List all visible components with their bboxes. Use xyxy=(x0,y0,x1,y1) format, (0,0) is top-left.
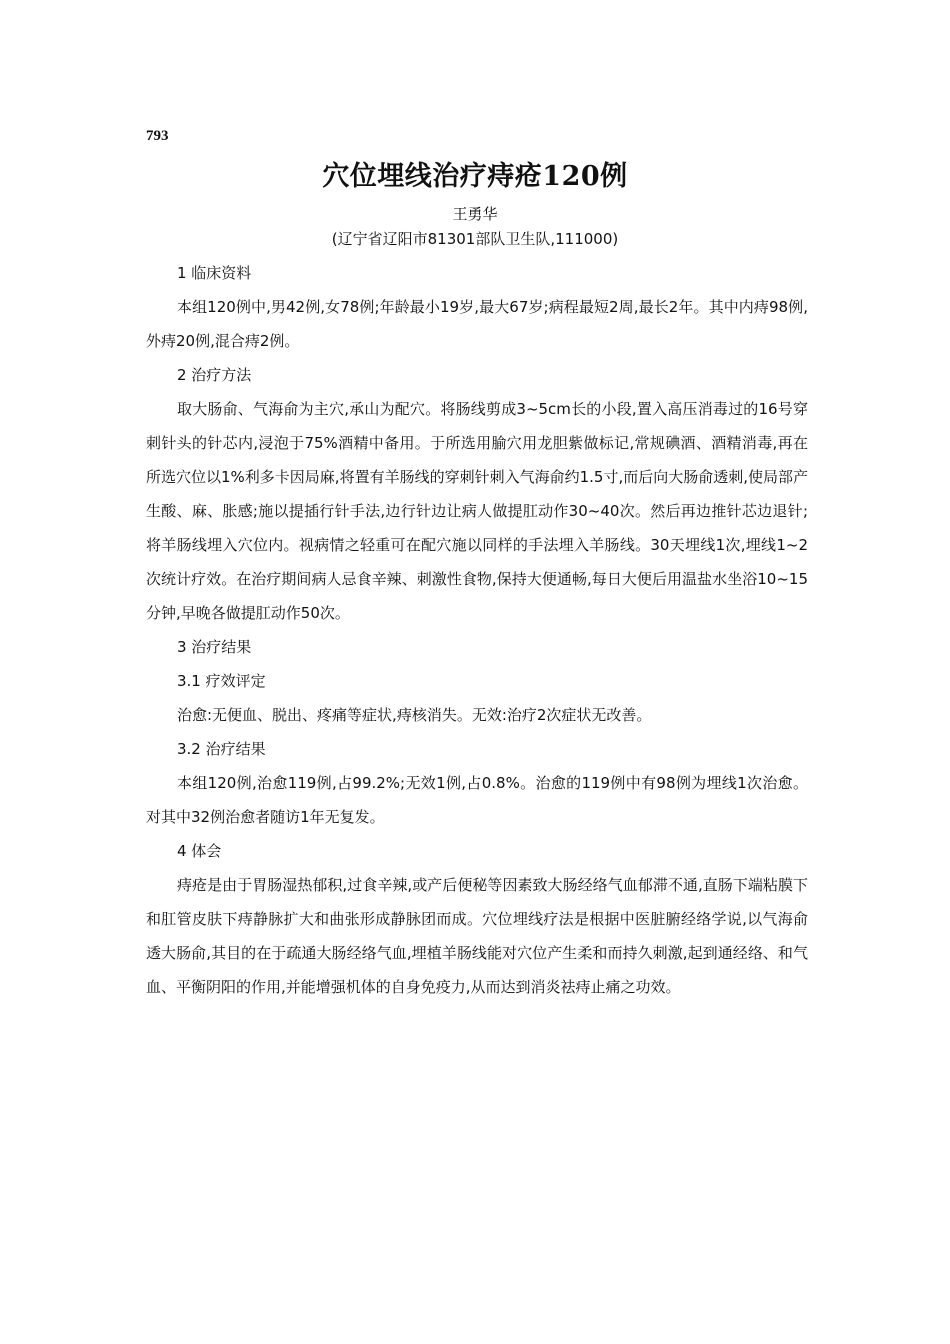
article-body xyxy=(146,256,808,1004)
subsection-heading-results: 3.2 治疗结果 xyxy=(177,740,266,758)
section-heading-treatment-results: 3 治疗结果 xyxy=(177,638,252,656)
paragraph-efficacy-criteria: 治愈:无便血、脱出、疼痛等症状,痔核消失。无效:治疗2次症状无改善。 xyxy=(177,706,652,724)
article-title: 穴位埋线治疗痔疮120例 xyxy=(322,161,628,192)
section-heading-treatment-method: 2 治疗方法 xyxy=(177,366,252,384)
section-heading-discussion: 4 体会 xyxy=(177,842,222,860)
paragraph-treatment-method: 取大肠俞、气海俞为主穴,承山为配穴。将肠线剪成3~5cm长的小段,置入高压消毒过的16号穿刺针头的针芯内,浸泡于75%酒精中备用。于所选用腧穴用龙胆紫做标记,常规碘酒、酒精消毒,再在所选穴位以1%利多卡因局麻,将置有羊肠线的穿刺针刺入气海俞约1.5寸,而后向大肠俞透刺,使局部产生酸、麻、胀感;施以提插行针手法,边行针边让病人做提肛动作30~40次。然后再边推针芯边退针;将羊肠线埋入穴位内。视病情之轻重可在配穴施以同样的手法埋入羊肠线。30天埋线1次,埋线1~2次统计疗效。在治疗期间病人忌食辛辣、刺激性食物,保持大便通畅,每日大便后用温盐水坐浴10~15分钟,早晚各做提肛动作50次。 xyxy=(146,400,808,622)
author-affiliation: (辽宁省辽阳市81301部队卫生队,111000) xyxy=(331,230,619,248)
section-heading-clinical-data: 1 临床资料 xyxy=(177,264,252,282)
author-name: 王勇华 xyxy=(452,205,498,223)
page-number: 793 xyxy=(146,128,169,144)
paragraph-discussion: 痔疮是由于胃肠湿热郁积,过食辛辣,或产后便秘等因素致大肠经络气血郁滞不通,直肠下端粘膜下和肛管皮肤下痔静脉扩大和曲张形成静脉团而成。穴位埋线疗法是根据中医脏腑经络学说,以气海俞透大肠俞,其目的在于疏通大肠经络气血,埋植羊肠线能对穴位产生柔和而持久刺激,起到通经络、和气血、平衡阴阳的作用,并能增强机体的自身免疫力,从而达到消炎祛痔止痛之功效。 xyxy=(146,876,808,996)
paragraph-clinical-data: 本组120例中,男42例,女78例;年龄最小19岁,最大67岁;病程最短2周,最长2年。其中内痔98例,外痔20例,混合痔2例。 xyxy=(146,298,808,350)
subsection-heading-efficacy-criteria: 3.1 疗效评定 xyxy=(177,672,266,690)
paragraph-results: 本组120例,治愈119例,占99.2%;无效1例,占0.8%。治愈的119例中有98例为埋线1次治愈。对其中32例治愈者随访1年无复发。 xyxy=(146,774,808,826)
